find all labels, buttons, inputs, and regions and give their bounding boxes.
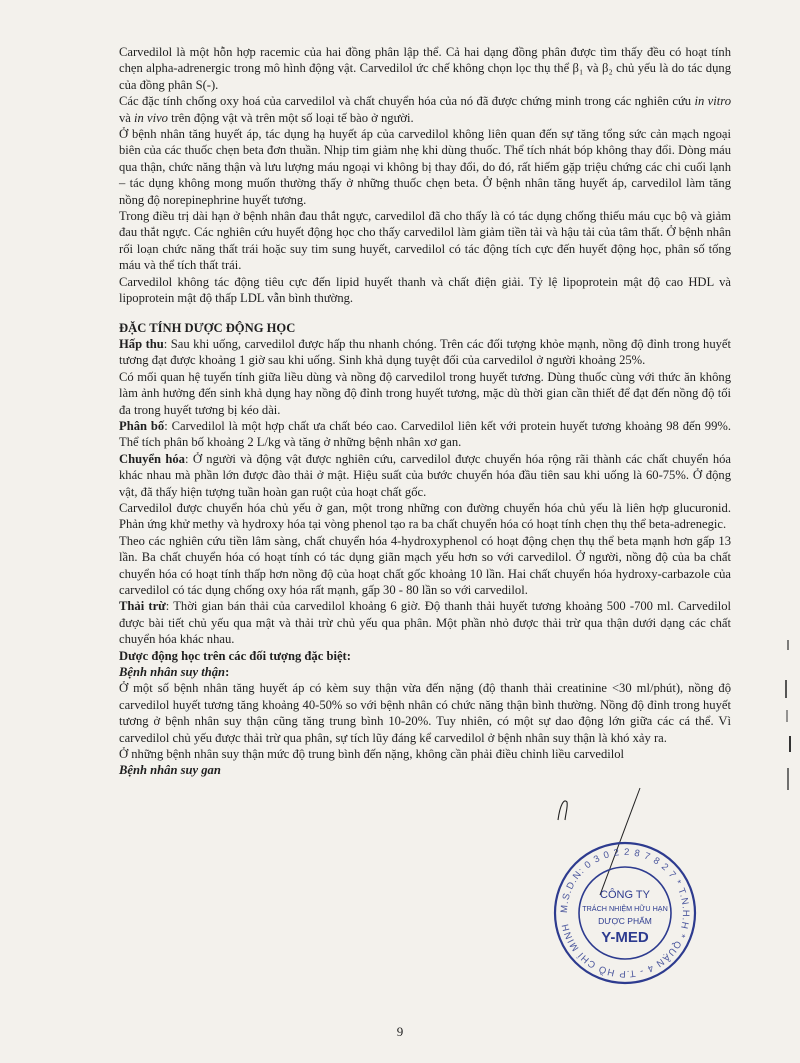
- text-run: Carvedilol là một hỗn hợp racemic của hai đồng phân lập thể. Cả hai dạng đồng phân được tìm thấy đều có hoạt tính chẹn alpha-adrenergic trong mô hình động vật. Carvedilol ức chế không chọn lọc thụ thể β₁ và β₂ chủ yếu là do tác dụng của đồng phân S(-).: [119, 45, 731, 92]
- paragraph: [119, 126, 731, 208]
- text-run: Các đặc tính chống oxy hoá của carvedilol và chất chuyển hóa của nó đã được chứng minh trong các nghiên cứu: [119, 94, 695, 109]
- text-run: Carvedilol được chuyển hóa chủ yếu ở gan, một trong những con đường chuyển hóa chủ yếu là liên hợp glucuronid. Phản ứng khử methy và hydroxy hóa tại vòng phenol tạo ra ba chất chuyển hóa có hoạt tính chẹn thụ thể beta-adrenegic.: [119, 500, 731, 532]
- inline-heading: Dược động học trên các đối tượng đặc biệt:: [119, 648, 351, 663]
- pharmacodynamics-section: [119, 44, 731, 307]
- paragraph: [119, 533, 731, 599]
- paragraph: [119, 44, 731, 93]
- paragraph: [119, 762, 731, 778]
- paragraph: [119, 451, 731, 500]
- paragraph: [119, 418, 731, 451]
- paragraph: [119, 746, 731, 762]
- inline-heading: Bệnh nhân suy gan: [119, 763, 221, 778]
- text-run: in vivo: [134, 110, 168, 125]
- paragraph: [119, 369, 731, 418]
- inline-heading: :: [225, 665, 230, 680]
- text-run: Trong điều trị dài hạn ở bệnh nhân đau thắt ngực, carvedilol đã cho thấy là có tác dụng chống thiếu máu cục bộ và giảm đau thắt ngực. Các nghiên cứu huyết động học cho thấy carvedilol làm giảm tiền tải và hậu tải của tâm thất. Ở bệnh nhân rối loạn chức năng thất trái hoặc suy tim sung huyết, carvedilol có tác động tích cực đến huyết động học, phân số tống máu và thể tích thất trái.: [119, 209, 731, 273]
- text-run: : Carvedilol là một hợp chất ưa chất béo cao. Carvedilol liên kết với protein huyết tương khoảng 98 đến 99%. Thể tích phân bố khoảng 2 L/kg và tăng ở những bệnh nhân xơ gan.: [119, 418, 732, 450]
- stamp-ring-text: M.S.D.N: 0 3 0 2 2 8 7 8 2 7 * T.N.H.H * QUẬN 4 - T.P HỒ CHÍ MINH: [558, 846, 692, 980]
- paragraph: [119, 680, 731, 746]
- stamp-line-1: CÔNG TY: [600, 889, 650, 901]
- pharmacokinetics-section: [119, 336, 731, 779]
- paragraph: [119, 93, 731, 126]
- text-run: : Ở người và động vật được nghiên cứu, carvedilol được chuyển hóa rộng rãi thành các chất chuyển hóa khác nhau mà phần lớn được đào thải ở mật. Hiệu suất của bước chuyển hóa đầu tiên sau khi uống là 60-75%. Ở động vật, đã thấy hiện tượng tuần hoàn gan ruột của hoạt chất gốc.: [119, 451, 731, 499]
- text-run: và: [119, 110, 135, 125]
- page-number: 9: [396, 1024, 404, 1039]
- text-run: : Sau khi uống, carvedilol được hấp thu nhanh chóng. Trên các đối tượng khỏe mạnh, nồng độ đỉnh trong huyết tương đạt được khoảng 1 giờ sau khi uống. Sinh khả dụng tuyệt đối của carvedilol ở người khoảng 25%.: [119, 336, 731, 368]
- scan-edge-marks: [776, 640, 796, 800]
- paragraph: [119, 648, 731, 664]
- stamp-line-3: DƯỢC PHẨM: [598, 916, 652, 926]
- text-run: in vitro: [694, 94, 732, 109]
- paragraph: [119, 664, 731, 680]
- text-run: Ở một số bệnh nhân tăng huyết áp có kèm suy thận vừa đến nặng (độ thanh thải creatinine <30 ml/phút), nồng độ carvedilol huyết tương tăng khoảng 40-50% so với bệnh nhân có chức năng thận bình thường. Nồng độ đỉnh trong huyết tương ở bệnh nhân suy thận cũng tăng trung bình 10-20%. Tuy nhiên, có một sự dao động lớn giữa các cá thể. Vì carvedilol chủ yếu được thải trừ qua phân, sự tích lũy đáng kể carvedilol ở bệnh nhân suy thận là khó xảy ra.: [119, 681, 731, 745]
- section-heading-pharmacokinetics: ĐẶC TÍNH DƯỢC ĐỘNG HỌC: [119, 320, 296, 335]
- paragraph: [119, 500, 731, 533]
- text-run: Ở bệnh nhân tăng huyết áp, tác dụng hạ huyết áp của carvedilol không liên quan đến sự tăng tổng sức cản mạch ngoại biên của các thuốc chẹn beta đơn thuần. Nhịp tim giảm nhẹ khi dùng thuốc. Thể tích nhát bóp không thay đổi. Dòng máu qua thận, chức năng thận và lưu lượng máu ngoại vi không bị thay đổi, do đó, rất hiếm gặp triệu chứng các chi cuối lạnh – tác dụng không mong muốn thường thấy ở những thuốc chẹn beta. Ở bệnh nhân tăng huyết áp, carvedilol làm tăng nồng độ norepinephrine huyết tương.: [119, 127, 731, 207]
- paragraph: [119, 598, 731, 647]
- inline-heading: Bệnh nhân suy thận: [119, 665, 226, 680]
- paragraph: [119, 208, 731, 274]
- text-run: : Thời gian bán thải của carvedilol khoảng 6 giờ. Độ thanh thải huyết tương khoảng 500 -700 ml. Carvedilol được bài tiết chủ yếu qua mật và thải trừ chủ yếu qua phân. Một phần nhỏ được thải trừ qua thận dưới dạng các chất chuyển hóa khác nhau.: [119, 599, 731, 647]
- company-stamp: [550, 838, 700, 988]
- paragraph: [119, 336, 731, 369]
- text-run: Theo các nghiên cứu tiền lâm sàng, chất chuyển hóa 4-hydroxyphenol có hoạt động chẹn thụ thể beta mạnh hơn gấp 13 lần. Ba chất chuyển hóa có hoạt tính có tác dụng giãn mạch yếu hơn so với carvedilol. Ở người, nồng độ của ba chất chuyển hóa có hoạt tính thấp hơn nồng độ của hoạt chất gốc khoảng 10 lần. Hai chất chuyển hóa hydroxy-carbazole của carvedilol có tác dụng chống oxy hóa rất mạnh, gấp 30 - 80 lần so với carvedilol.: [119, 533, 731, 597]
- document-body: [119, 44, 731, 779]
- inline-heading: Chuyển hóa: [119, 451, 185, 466]
- stamp-line-4: Y-MED: [601, 929, 649, 946]
- inline-heading: Hấp thu: [119, 336, 164, 351]
- text-run: Có mối quan hệ tuyến tính giữa liều dùng và nồng độ carvedilol trong huyết tương. Dùng thuốc cùng với thức ăn không làm ảnh hưởng đến sinh khả dụng hay nồng độ đỉnh trong huyết tương, mặc dù thời gian cần thiết để đạt đến nồng độ tối đa trong huyết tương bị kéo dài.: [119, 369, 731, 417]
- text-run: Ở những bệnh nhân suy thận mức độ trung bình đến nặng, không cần phải điều chỉnh liều carvedilol: [119, 747, 625, 762]
- inline-heading: Thải trừ: [119, 599, 166, 614]
- inline-heading: Phân bố: [119, 418, 165, 433]
- paragraph: [119, 274, 731, 307]
- text-run: Carvedilol không tác động tiêu cực đến lipid huyết thanh và chất điện giải. Tỷ lệ lipoprotein mật độ cao HDL và lipoprotein mật độ thấp LDL vẫn bình thường.: [119, 274, 731, 306]
- text-run: trên động vật và trên một số loại tế bào ở người.: [167, 110, 414, 125]
- stamp-line-2: TRÁCH NHIỆM HỮU HẠN: [582, 904, 668, 913]
